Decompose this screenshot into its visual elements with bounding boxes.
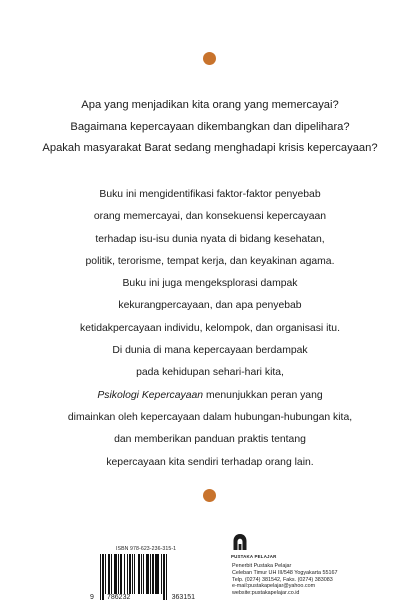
description-line: Buku ini mengidentifikasi faktor-faktor penyebab [99,189,321,200]
description-line: kepercayaan kita sendiri terhadap orang lain. [106,456,314,468]
bottom-decorative-dot [203,489,216,502]
isbn-label: ISBN 978-623-236-315-1 [116,546,177,552]
description-line: pada kehidupan sehari-hari kita, [136,367,284,379]
book-title-italic: Psikologi Kepercayaan [97,389,204,401]
isbn-barcode [90,546,195,601]
description-line: politik, terorisme, tempat kerja, dan keyakinan agama. [85,255,335,267]
description-block [0,184,420,474]
publisher-info-line: Telp. (0274) 381542, Faks. (0274) 383083 [232,576,333,583]
publisher-info-line: e-mail:pustakapelajar@yahoo.com [232,583,316,590]
publisher-info-line: Celeban Timur UH III/548 Yogyakarta 55167 [232,569,338,576]
barcode-bar [166,554,167,600]
question-line: Apa yang menjadikan kita orang yang memercayai? [81,99,339,111]
barcode-digit-group-2: 363151 [171,594,195,601]
publisher-info-line: website:pustakapelajar.co.id [232,590,300,597]
description-line: orang memercayai, dan konsekuensi kepercayaan [93,211,327,223]
description-line: ketidakpercayaan individu, kelompok, dan organisasi itu. [80,322,340,334]
description-line: dan memberikan panduan praktis tentang [114,434,306,446]
description-line: terhadap isu-isu dunia nyata di bidang kesehatan, [95,233,325,245]
question-line: Bagaimana kepercayaan dikembangkan dan dipelihara? [70,120,350,133]
publisher-logo-text: PUSTAKA PELAJAR [231,554,277,559]
publisher-info [232,563,337,597]
barcode-digit-group-1: 786232 [107,594,131,601]
description-line: dimainkan oleh kepercayaan dalam hubungan-hubungan kita, [67,411,353,423]
description-line: Di dunia di mana kepercayaan berdampak [112,345,308,357]
description-line-with-title [0,385,420,407]
publisher-info-line: Penerbit Pustaka Pelajar [232,563,292,569]
description-line: Buku ini juga mengeksplorasi dampak [122,278,298,290]
publisher-logo-icon [232,533,248,551]
top-decorative-dot [203,52,216,65]
description-line-rest: menunjukkan peran yang [203,389,323,401]
question-block [0,95,420,160]
barcode-first-digit: 9 [90,594,94,601]
description-line: kekurangpercayaan, dan apa penyebab [118,300,302,312]
question-line: Apakah masyarakat Barat sedang menghadapi krisis kepercayaan? [42,142,378,154]
